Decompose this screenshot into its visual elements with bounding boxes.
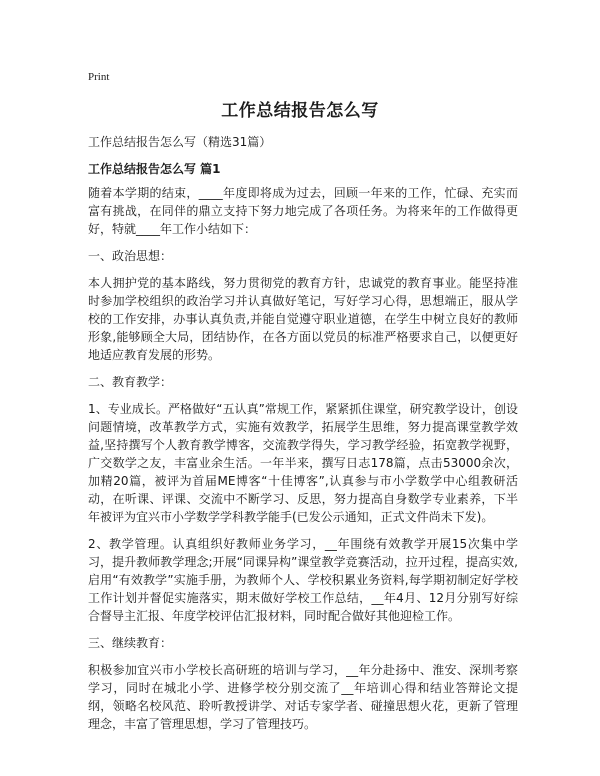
- heading-teaching: 二、教育教学：: [88, 375, 173, 389]
- article-body: [88, 133, 518, 742]
- paragraph-continuing-education: 积极参加宜兴市小学校长高研班的培训与学习，__年分赴扬中、淮安、深圳考察学习，同时在城北小学、进修学校分别交流了__年培训心得和结业答辩论文提纲，领略名校风范、聆听教授讲学、对话专家学者、碰撞思想火花，更新了管理理念，丰富了管理思想，学习了管理技巧。: [88, 663, 518, 731]
- heading-continuing-education: 三、继续教育：: [88, 636, 173, 650]
- paragraph-intro: 随着本学期的结束，____年度即将成为过去，回顾一年来的工作，忙碌、充实而富有挑战，在同伴的鼎立支持下努力地完成了各项任务。为将来年的工作做得更好，特就____年工作小结如下：: [88, 186, 518, 236]
- print-link[interactable]: Print: [88, 71, 110, 83]
- section-heading: 工作总结报告怎么写 篇1: [88, 162, 221, 176]
- article-subtitle: 工作总结报告怎么写（精选31篇）: [88, 135, 272, 149]
- paragraph-political: 本人拥护党的基本路线，努力贯彻党的教育方针，忠诚党的教育事业。能坚持准时参加学校组织的政治学习并认真做好笔记，写好学习心得，思想端正，服从学校的工作安排，办事认真负责,并能自觉遵守职业道德，在学生中树立良好的教师形象,能够顾全大局，团结协作，在各方面以党员的标准严格要求自己，以便更好地适应教育发展的形势。: [88, 276, 518, 362]
- paragraph-professional-growth: 1、专业成长。严格做好“五认真”常规工作，紧紧抓住课堂，研究教学设计，创设问题情境，改革教学方式，实施有效教学，拓展学生思维，努力提高课堂教学效益,坚持撰写个人教育教学博客，交流教学得失，学习教学经验，拓宽教学视野，广交数学之友，丰富业余生活。一年半来，撰写日志178篇，点击53000余次，加精20篇，被评为首届ME博客“十佳博客”,认真参与市小学数学中心组教研活动，在听课、评课、交流中不断学习、反思，努力提高自身数学专业素养，下半年被评为宜兴市小学数学学科教学能手(已发公示通知，正式文件尚未下发)。: [88, 402, 518, 524]
- page-title: 工作总结报告怎么写: [221, 101, 379, 121]
- heading-political: 一、政治思想：: [88, 249, 173, 263]
- paragraph-teaching-management: 2、教学管理。认真组织好教师业务学习，__年围绕有效教学开展15次集中学习，提升教师教学理念;开展“同课异构”课堂教学竞赛活动，拉开过程，提高实效,启用“有效教学”实施手册，为教师个人、学校积累业务资料,每学期初制定好学校工作计划并督促实施落实，期末做好学校工作总结，__年4月、12月分别写好综合督导主汇报、年度学校评估汇报材料，同时配合做好其他迎检工作。: [88, 537, 518, 623]
